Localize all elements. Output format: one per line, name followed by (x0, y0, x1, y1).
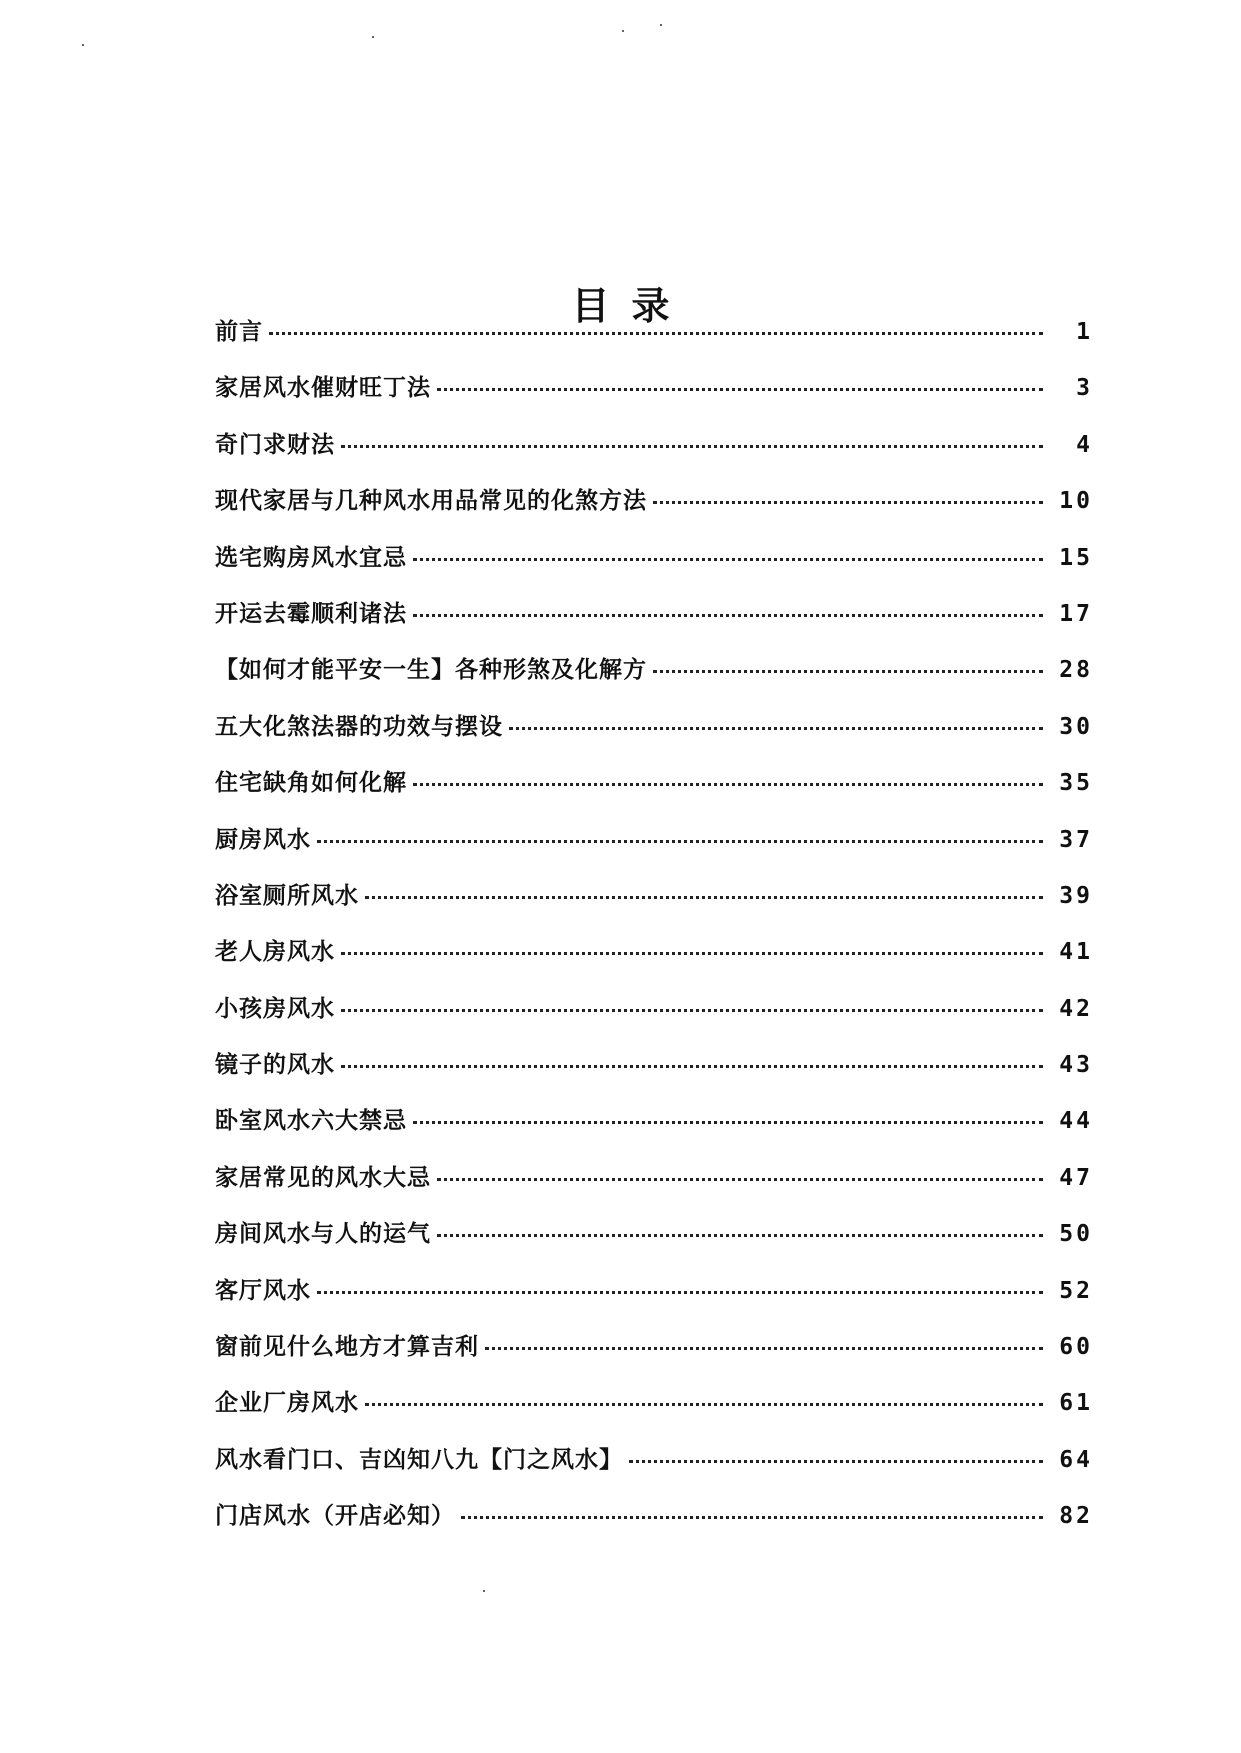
toc-entry[interactable] (215, 1384, 1093, 1440)
dot-leader (461, 1516, 1043, 1519)
toc-entry-page: 61 (1059, 1390, 1093, 1417)
toc-entry-page: 41 (1059, 939, 1093, 966)
toc-entry[interactable] (215, 990, 1093, 1046)
toc-entry-title: 风水看门口、吉凶知八九【门之风水】 (215, 1446, 623, 1473)
toc-entry[interactable] (215, 877, 1093, 933)
toc-entry-page: 39 (1059, 882, 1093, 909)
toc-entry-page: 42 (1059, 995, 1093, 1022)
toc-entry-page: 37 (1059, 826, 1093, 853)
toc-entry-title: 五大化煞法器的功效与摆设 (215, 713, 503, 740)
toc-entry-title: 卧室风水六大禁忌 (215, 1108, 407, 1135)
toc-entry-title: 现代家居与几种风水用品常见的化煞方法 (215, 488, 647, 515)
toc-entry[interactable] (215, 313, 1093, 369)
dot-leader (413, 783, 1043, 786)
dot-leader (365, 1403, 1043, 1406)
dot-leader (413, 558, 1043, 561)
scan-speck (622, 30, 624, 32)
dot-leader (341, 445, 1043, 448)
dot-leader (269, 332, 1043, 335)
toc-entry[interactable] (215, 1328, 1093, 1384)
toc-entry-page: 52 (1059, 1277, 1093, 1304)
toc-entry-page: 1 (1076, 319, 1093, 345)
toc-entry-page: 15 (1059, 544, 1093, 571)
table-of-contents (215, 313, 1093, 1554)
dot-leader (413, 614, 1043, 617)
dot-leader (485, 1347, 1043, 1350)
toc-entry-title: 浴室厕所风水 (215, 882, 359, 909)
toc-entry-title: 小孩房风水 (215, 995, 335, 1022)
toc-entry-title: 家居常见的风水大忌 (215, 1164, 431, 1191)
dot-leader (437, 1178, 1043, 1181)
dot-leader (437, 1234, 1043, 1237)
toc-entry[interactable] (215, 426, 1093, 482)
toc-entry-title: 窗前见什么地方才算吉利 (215, 1334, 479, 1361)
toc-entry-title: 开运去霉顺利诸法 (215, 600, 407, 627)
toc-entry-page: 60 (1059, 1334, 1093, 1361)
toc-entry[interactable] (215, 1102, 1093, 1158)
toc-entry[interactable] (215, 821, 1093, 877)
toc-entry-page: 3 (1076, 375, 1093, 402)
toc-entry[interactable] (215, 764, 1093, 820)
dot-leader (341, 1065, 1043, 1068)
dot-leader (653, 501, 1043, 504)
toc-entry[interactable] (215, 539, 1093, 595)
toc-entry[interactable] (215, 1159, 1093, 1215)
toc-entry[interactable] (215, 708, 1093, 764)
toc-entry-title: 老人房风水 (215, 939, 335, 966)
dot-leader (341, 952, 1043, 955)
toc-entry-page: 82 (1059, 1503, 1093, 1530)
toc-entry-page: 17 (1059, 600, 1093, 627)
toc-entry[interactable] (215, 1441, 1093, 1497)
toc-entry-page: 64 (1059, 1446, 1093, 1473)
scan-speck (483, 1590, 485, 1592)
toc-entry-title: 住宅缺角如何化解 (215, 770, 407, 797)
toc-entry-title: 企业厂房风水 (215, 1390, 359, 1417)
toc-entry-title: 选宅购房风水宜忌 (215, 544, 407, 571)
dot-leader (365, 896, 1043, 899)
toc-entry-title: 房间风水与人的运气 (215, 1221, 431, 1248)
toc-entry[interactable] (215, 1497, 1093, 1553)
toc-entry[interactable] (215, 1215, 1093, 1271)
toc-entry[interactable] (215, 595, 1093, 651)
toc-entry[interactable] (215, 482, 1093, 538)
toc-entry-title: 门店风水（开店必知） (215, 1503, 455, 1530)
toc-entry-page: 28 (1059, 657, 1093, 684)
dot-leader (413, 1121, 1043, 1124)
dot-leader (653, 670, 1043, 673)
toc-entry-title: 奇门求财法 (215, 431, 335, 458)
toc-entry-page: 43 (1059, 1052, 1093, 1079)
toc-entry-page: 30 (1059, 713, 1093, 740)
toc-entry[interactable] (215, 651, 1093, 707)
toc-entry-page: 10 (1059, 488, 1093, 515)
toc-entry-title: 客厅风水 (215, 1277, 311, 1304)
toc-entry-page: 35 (1059, 770, 1093, 797)
dot-leader (629, 1460, 1043, 1463)
dot-leader (341, 1009, 1043, 1012)
toc-entry-page: 47 (1059, 1164, 1093, 1191)
toc-entry-title: 厨房风水 (215, 826, 311, 853)
toc-entry[interactable] (215, 1046, 1093, 1102)
scan-speck (372, 36, 374, 38)
toc-entry[interactable] (215, 933, 1093, 989)
dot-leader (437, 388, 1043, 391)
toc-entry-title: 前言 (215, 319, 263, 345)
toc-entry-title: 【如何才能平安一生】各种形煞及化解方 (215, 657, 647, 684)
toc-entry[interactable] (215, 1272, 1093, 1328)
toc-entry-page: 4 (1076, 431, 1093, 458)
toc-entry-title: 镜子的风水 (215, 1052, 335, 1079)
toc-entry[interactable] (215, 369, 1093, 425)
page-title: 目录 (571, 284, 692, 329)
toc-entry-page: 50 (1059, 1221, 1093, 1248)
dot-leader (317, 840, 1043, 843)
toc-entry-page: 44 (1059, 1108, 1093, 1135)
scan-speck (660, 24, 662, 26)
dot-leader (317, 1291, 1043, 1294)
dot-leader (509, 727, 1043, 730)
toc-entry-title: 家居风水催财旺丁法 (215, 375, 431, 402)
scan-speck (82, 44, 84, 46)
